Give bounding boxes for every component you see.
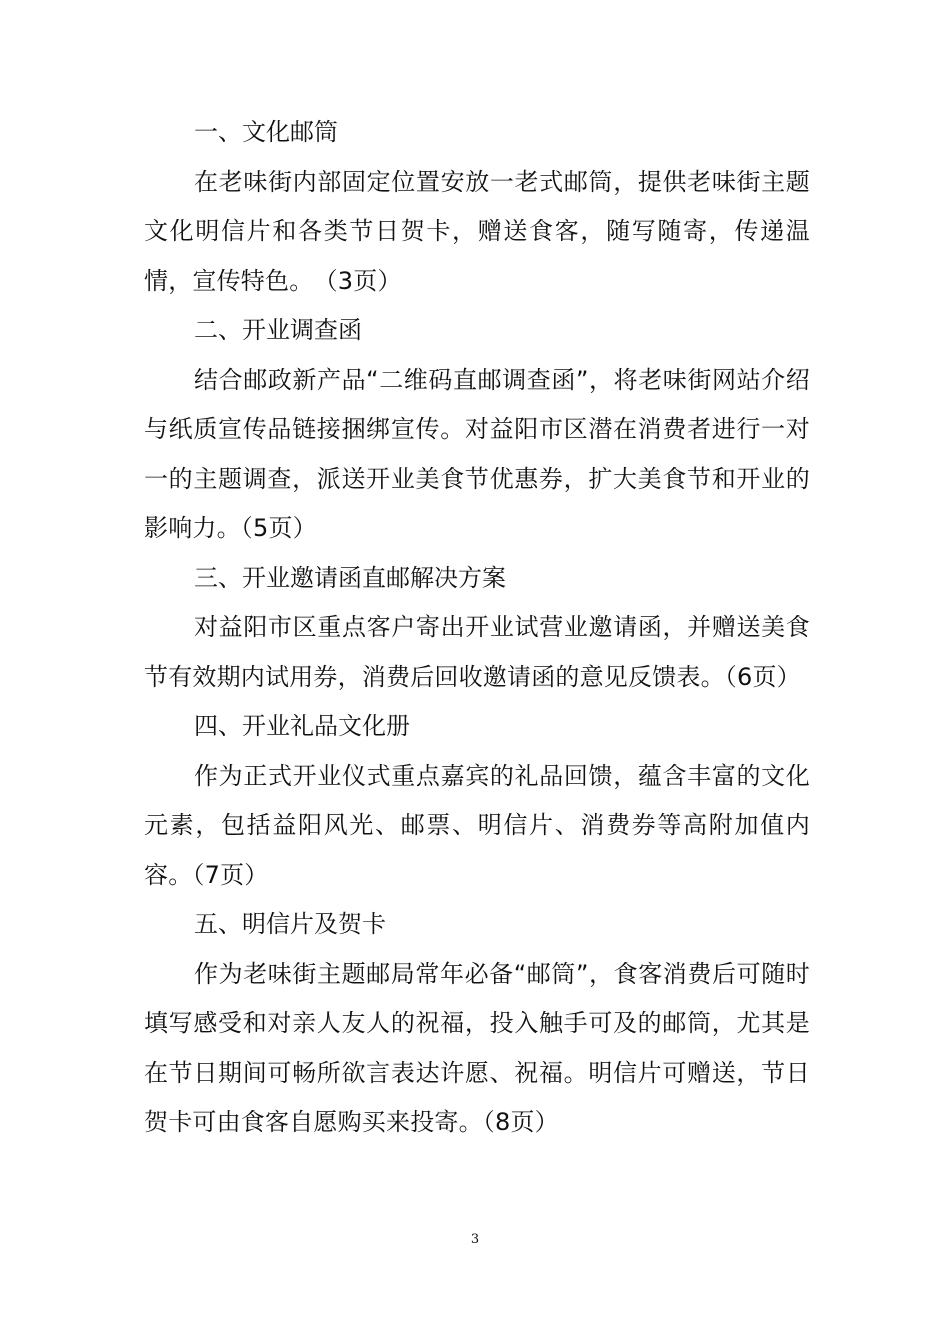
section-body-1: 在老味街内部固定位置安放一老式邮筒，提供老味街主题文化明信片和各类节日贺卡，赠送食客，随写随寄，传递温情，宣传特色。 （3页）	[144, 167, 810, 295]
page-number: 3	[470, 1232, 480, 1247]
section-body-3: 对益阳市区重点客户寄出开业试营业邀请函，并赠送美食节有效期内试用券，消费后回收邀请函的意见反馈表。（6页）	[144, 613, 810, 691]
section-heading-5: 五、明信片及贺卡	[194, 910, 386, 938]
section-heading-2: 二、开业调查函	[194, 316, 362, 344]
section-heading-4: 四、开业礼品文化册	[194, 712, 410, 740]
document-content	[144, 108, 810, 1148]
section-heading-3: 三、开业邀请函直邮解决方案	[194, 563, 506, 592]
section-body-5: 作为老味街主题邮局常年必备“邮筒”，食客消费后可随时填写感受和对亲人友人的祝福，投入触手可及的邮筒，尤其是在节日期间可畅所欲言表达许愿、祝福。明信片可赠送，节日贺卡可由食客自愿购买来投寄。（8页）	[144, 959, 810, 1136]
section-body-2: 结合邮政新产品“二维码直邮调查函”，将老味街网站介绍与纸质宣传品链接捆绑宣传。对益阳市区潜在消费者进行一对一的主题调查，派送开业美食节优惠券，扩大美食节和开业的影响力。（5页）	[144, 365, 810, 542]
section-heading-1: 一、文化邮筒	[194, 118, 338, 146]
section-body-4: 作为正式开业仪式重点嘉宾的礼品回馈，蕴含丰富的文化元素，包括益阳风光、邮票、明信片、消费券等高附加值内容。（7页）	[144, 761, 810, 889]
